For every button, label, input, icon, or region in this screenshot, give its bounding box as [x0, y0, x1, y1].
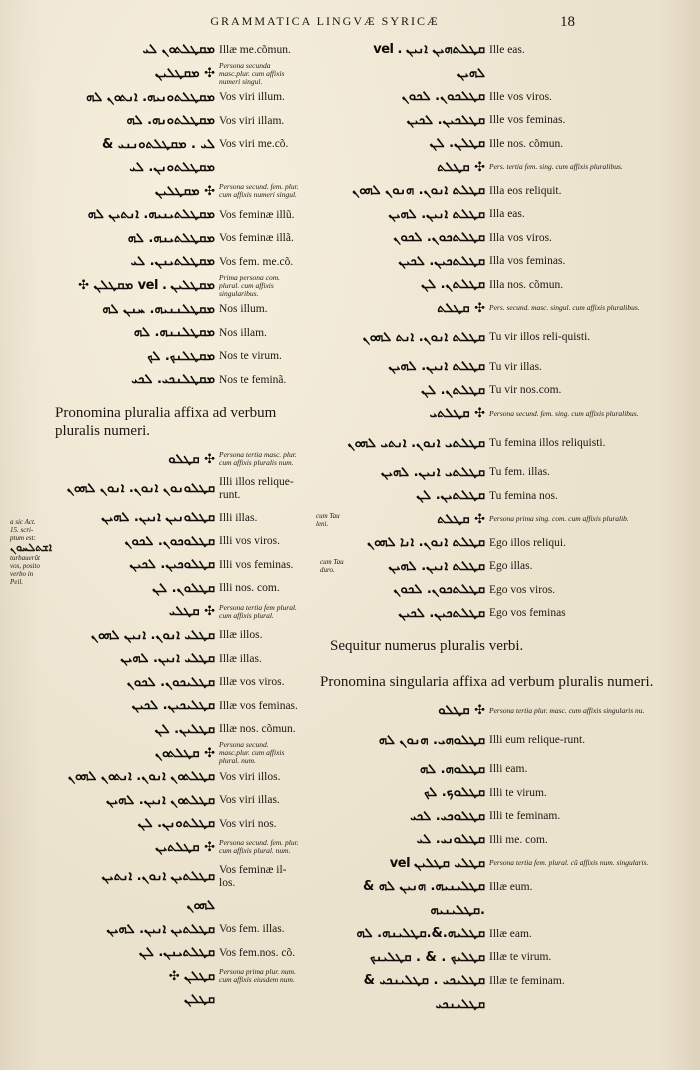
latin-gloss: Vos feminæ il-los.: [219, 863, 287, 889]
paradigm-row: [0, 321, 300, 345]
paradigm-row: [300, 875, 700, 899]
latin-gloss: Illi eum relique-runt.: [489, 733, 586, 746]
grammar-note: Persona secund. fem. sing. cum affixis pluralibus.: [489, 408, 639, 418]
paradigm-row: [300, 899, 700, 923]
syriac-form: ܩܛܠܬ ✣: [437, 300, 485, 316]
latin-gloss: Vos fem. illas.: [219, 923, 285, 936]
syriac-form: ܩܛܠܬܟܝܢ. ܠܟܝܢ: [398, 253, 485, 269]
syriac-form: ܩܛܠܘܗܝ. ܗܢܘܢ ܠܗ: [378, 732, 485, 748]
paradigm-row: [300, 85, 700, 109]
paradigm-row: [300, 297, 700, 321]
syriac-form: ܩܛܠܝܟܘܢ. ܠܟܘܢ: [126, 674, 215, 690]
paradigm-row: [0, 918, 300, 942]
syriac-form: ܩܛܠܘܢܘܢ ܐܢܘܢ. ܐܢܘܢ ܠܗܘܢ: [66, 481, 215, 496]
syriac-form: & ܩܛܠܝܟܝ . ܩܛܠܝܢܟܝ: [363, 973, 485, 989]
latin-gloss: Illi te feminam.: [489, 810, 561, 823]
left-column: [0, 38, 300, 1012]
syriac-form: ܩܛܠܬܘܢܢ. ܠܢ: [137, 816, 215, 832]
syriac-form: ܩܛܠܬ ܐܢܝܢ. ܠܗܝܢ: [388, 206, 485, 222]
latin-gloss: Tu vir nos.com.: [489, 384, 562, 397]
latin-gloss: Ego vos viros.: [489, 583, 556, 596]
syriac-form: ܩܛܠܬܘܢ ܐܢܘܢ. ܐܢܬܘܢ ܠܗܘܢ: [67, 769, 215, 785]
grammar-note: Persona tertia fem. plural. cũ affixis num. singularis.: [489, 858, 649, 868]
paradigm-row: [0, 624, 300, 648]
latin-gloss: Illæ eam.: [489, 927, 532, 940]
margin-note-left-text-2: turbauerũt vos, posito verbo in Peil.: [10, 554, 40, 586]
latin-gloss: Vos feminæ illũ.: [219, 208, 295, 221]
grammar-note: Persona secund. fem. plur. cum affixis numeri singul.: [219, 182, 299, 200]
syriac-form: ܠܗܝܢ: [456, 65, 485, 81]
syriac-form: ܡܩܛܠܢܟ. ܠܟ: [147, 348, 215, 364]
syriac-form: ܩܛܠܘܟܝ. ܠܟܝ: [410, 808, 485, 824]
syriac-form: ܩܛܠܬܟܘܢ. ܠܟܘܢ: [393, 582, 485, 598]
latin-gloss: Illi illos relique-runt.: [219, 475, 294, 501]
paradigm-row: [300, 723, 700, 758]
latin-gloss: Illæ vos feminas.: [219, 699, 298, 712]
latin-gloss: Nos te virum.: [219, 350, 282, 363]
paradigm-row: [0, 941, 300, 965]
syriac-form: ܩܛܠܬܝܢ. ܠܢ: [416, 488, 485, 504]
paradigm-row: [0, 718, 300, 742]
right-section-heading-2: Pronomina singularia affixa ad verbum pluralis numeri.: [320, 674, 654, 690]
paradigm-row: [300, 781, 700, 805]
paradigm-row: [0, 577, 300, 601]
paradigm-row: [0, 741, 300, 765]
paradigm-row: [0, 109, 300, 133]
paradigm-row: [300, 484, 700, 508]
syriac-form: ܩܛܠܬܟܘܢ. ܠܟܘܢ: [393, 230, 485, 246]
latin-gloss: Illi eam.: [489, 763, 528, 776]
syriac-form: ܡܩܛܠܢܢܗ. ܠܗ: [133, 325, 215, 341]
latin-gloss: Ego illos reliqui.: [489, 536, 566, 549]
paradigm-row: [0, 894, 300, 918]
paradigm-row: [0, 133, 300, 157]
paradigm-row: [300, 852, 700, 876]
grammar-note: Persona secund. fem. plur. cum affixis plural. num.: [219, 838, 299, 856]
paradigm-row: [0, 965, 300, 989]
syriac-form: ܩܛܠܬܝ ✣: [429, 406, 485, 422]
syriac-form: ܩܛܠܢ: [184, 992, 215, 1008]
syriac-form: ܩܛܠܬܝܢ ܐܢܘܢ. ܐܢܬܝܢ: [101, 869, 215, 884]
syriac-form: ܩܛܠܬܘܢ ✣: [154, 745, 215, 761]
syriac-form: ܩܛܠܬ ܐܢܘܢ. ܐܢܐ ܠܗܘܢ: [367, 535, 485, 551]
syriac-form: ܩܛܠܬܝܢܢ. ܠܢ: [138, 945, 215, 961]
latin-gloss: Vos viri illum.: [219, 91, 285, 104]
syriac-form: ܩܛܠܬ ܐܢܘܢ. ܗܢܘܢ ܠܗܘܢ: [352, 183, 485, 199]
syriac-form: ܡܩܛܠܢܢܝܗ. ܚܢܢ ܠܗ: [102, 301, 215, 317]
syriac-form: ܩܛܠܝ ܐܢܘܢ. ܐܢܝܢ ܠܗܘܢ: [90, 627, 215, 643]
syriac-form: ܩܛܠܬܟܝܢ. ܠܟܝܢ: [398, 605, 485, 621]
paradigm-row: [300, 62, 700, 86]
paradigm-row: [300, 461, 700, 485]
latin-gloss: Nos illam.: [219, 326, 267, 339]
paradigm-row: [0, 647, 300, 671]
syriac-form: ܩܛܠܝܢ. ܠܢ: [154, 721, 215, 737]
paradigm-row: [300, 602, 700, 626]
latin-gloss: Illi te virum.: [489, 786, 547, 799]
grammar-note: Pers. tertia fem. sing. cum affixis pluralibus.: [489, 162, 623, 172]
paradigm-row: [300, 555, 700, 579]
grammar-note: Persona tertia plur. masc. cum affixis singularis nu.: [489, 705, 645, 715]
grammar-note: Persona secunda masc.plur. cum affixis numeri singul.: [219, 60, 285, 86]
paradigm-row: [0, 600, 300, 624]
syriac-form: vel ܩܛܠܝ ܩܛܠܝܢ: [389, 855, 485, 871]
latin-gloss: Vos fem. me.cõ.: [219, 255, 294, 268]
paradigm-row: [300, 828, 700, 852]
latin-gloss: Illæ me.cõmun.: [219, 43, 291, 56]
margin-note-tau-leni: cum Tau leni.: [316, 512, 340, 528]
running-header: GRAMMATICA LINGVÆ SYRICÆ: [210, 14, 440, 28]
paradigm-row: [300, 109, 700, 133]
syriac-form: ܩܛܠܢ. ܠܢ: [429, 136, 485, 152]
latin-gloss: Illæ illos.: [219, 629, 263, 642]
grammar-note: Persona prima sing. com. cum affixis pluralib.: [489, 514, 629, 524]
latin-gloss: Ille eas.: [489, 43, 525, 56]
syriac-form: ܡܩܛܠܬܘܢ ܠܝ: [142, 42, 215, 58]
syriac-form: ܩܛܠܝܗ.&.ܩܛܠܝܢܗ. ܠܗ: [356, 926, 485, 942]
paradigm-row: [300, 203, 700, 227]
paradigm-row: [0, 203, 300, 227]
latin-gloss: Tu vir illos reli-quisti.: [489, 331, 591, 343]
paradigm-row: [300, 156, 700, 180]
paradigm-row: [0, 553, 300, 577]
page-number: 18: [560, 14, 575, 30]
syriac-form: vel . ܩܛܠܬܗܝܢ ܐܢܝܢ: [373, 42, 485, 58]
paradigm-row: [0, 298, 300, 322]
syriac-form: ܩܛܠܬܘܢ ܐܢܝܢ. ܠܗܝܢ: [106, 792, 215, 808]
latin-gloss: Ille vos feminas.: [489, 114, 566, 127]
syriac-form: ܩܛܠܘܢ. ܠܢ: [152, 580, 215, 596]
latin-gloss: Illi illas.: [219, 511, 258, 524]
syriac-form: ✣ ܡܩܛܠܢ vel . ܡܩܛܠܝܢ: [78, 278, 215, 293]
latin-gloss: Illæ te virum.: [489, 951, 552, 964]
syriac-form: ܩܛܠܬܝܢ ܐܢܝܢ. ܠܗܝܢ: [106, 921, 215, 937]
paradigm-row: [0, 38, 300, 62]
paradigm-row: [0, 836, 300, 860]
latin-gloss: Vos viri illas.: [219, 794, 280, 807]
paradigm-row: [300, 402, 700, 426]
margin-note-left: [10, 518, 52, 586]
paradigm-row: [0, 227, 300, 251]
syriac-form: ܩܛܠܬܢ. ܠܢ: [421, 277, 485, 293]
paradigm-row: [300, 426, 700, 461]
syriac-form: ܡܩܛܠܬܝܢܝܗ. ܐܢܬܝܢ ܠܗ: [87, 207, 215, 223]
paradigm-row: [300, 226, 700, 250]
paradigm-row: [300, 993, 700, 1017]
paradigm-row: [0, 471, 300, 506]
latin-gloss: Tu femina illos reliquisti.: [489, 436, 606, 449]
latin-gloss: Illa vos feminas.: [489, 255, 566, 268]
latin-gloss: Ille vos viros.: [489, 90, 552, 103]
latin-gloss: Illæ vos viros.: [219, 676, 285, 689]
syriac-form: ܡܩܛܠܬܘܢܗ. ܠܗ: [126, 113, 215, 129]
paradigm-row: [300, 699, 700, 723]
latin-gloss: Illæ te feminam.: [489, 974, 565, 987]
paradigm-row: [0, 859, 300, 894]
paradigm-row: [0, 180, 300, 204]
latin-gloss: Ego vos feminas: [489, 607, 566, 620]
paradigm-row: [0, 448, 300, 472]
latin-gloss: Tu femina nos.: [489, 489, 558, 502]
margin-note-tau-duro: cum Tau duro.: [320, 558, 344, 574]
paradigm-row: [300, 531, 700, 555]
paradigm-row: [0, 250, 300, 274]
latin-gloss: Nos illum.: [219, 303, 268, 316]
paradigm-row: [300, 320, 700, 355]
syriac-form: ܩܛܠܝܟܝܢ. ܠܟܝܢ: [131, 698, 215, 714]
syriac-form: ܩܛܠܬ ܐܢܘܢ. ܐܢܬ ܠܗܘܢ: [362, 330, 485, 345]
paradigm-row: [0, 694, 300, 718]
latin-gloss: Illæ illas.: [219, 652, 262, 665]
paradigm-row: [0, 368, 300, 392]
paradigm-row: [300, 805, 700, 829]
syriac-form: ܩܛܠܟܘܢ. ܠܟܘܢ: [401, 89, 485, 105]
paradigm-row: [300, 578, 700, 602]
latin-gloss: Illi vos feminas.: [219, 558, 294, 571]
latin-gloss: Illa eos reliquit.: [489, 184, 562, 197]
syriac-form: ܩܛܠܘܟܘܢ. ܠܟܘܢ: [124, 533, 215, 549]
syriac-form: ܡܩܛܠܬܝܢܢ. ܠܝ: [130, 254, 215, 270]
grammar-note: Prima persona com. plural. cum affixis singularibus.: [219, 272, 281, 298]
syriac-form: ܡܩܛܠܬܘܢܝܗ. ܐܢܬܘܢ ܠܗ: [86, 89, 215, 105]
latin-gloss: Vos viri me.cõ.: [219, 138, 289, 151]
latin-gloss: Illi me. com.: [489, 833, 548, 846]
latin-gloss: Ille nos. cõmun.: [489, 137, 564, 150]
paradigm-row: [0, 86, 300, 110]
paradigm-row: [0, 62, 300, 86]
paradigm-row: [0, 274, 300, 298]
latin-gloss: Illa nos. cõmun.: [489, 278, 564, 291]
syriac-form: ܩܛܠܬ ܐܢܝܢ. ܠܗܝܢ: [388, 558, 485, 574]
latin-gloss: Vos viri nos.: [219, 817, 277, 830]
paradigm-row: [300, 273, 700, 297]
syriac-form: ܡܩܛܠܝܢ ✣: [155, 183, 215, 199]
syriac-form: ܩܛܠܘܢܝܢ ܐܢܝܢ. ܠܗܝܢ: [101, 510, 215, 526]
syriac-form: ܩܛܠܝ ܐܢܝܢ. ܠܗܝܢ: [120, 651, 215, 667]
grammar-note: Persona tertia masc. plur. cum affixis pluralis num.: [219, 450, 297, 468]
syriac-form: ܩܛܠܝܢܟܝ: [435, 996, 485, 1012]
syriac-form: ܡܩܛܠܝܢ ✣: [155, 66, 215, 81]
syriac-form: ܡܩܛܠܢܟܝ. ܠܟܝ: [131, 372, 215, 388]
paradigm-row: [300, 132, 700, 156]
syriac-form: ܩܛܠܬܢ. ܠܢ: [421, 382, 485, 398]
syriac-form: ܠܗܘܢ: [186, 898, 215, 914]
syriac-form: ✣ ܩܛܠܢ: [168, 968, 215, 984]
paradigm-row: [0, 988, 300, 1012]
paradigm-row: [300, 969, 700, 993]
syriac-form: ܩܛܠܘܢܝ. ܠܝ: [416, 832, 485, 848]
syriac-form: ܩܛܠܘܗ. ܠܗ: [419, 761, 485, 777]
paradigm-row: [0, 156, 300, 180]
paradigm-row: [300, 946, 700, 970]
latin-gloss: Illæ eum.: [489, 880, 533, 893]
syriac-form: & ܩܛܠܝܢܝܗ. ܗܢܝܢ ܠܗ: [363, 879, 485, 895]
paradigm-row: [0, 345, 300, 369]
syriac-form: ܩܛܠܝܟ . & . ܩܛܠܝܢܟ: [370, 949, 485, 965]
paradigm-row: [300, 355, 700, 379]
paradigm-row: [0, 789, 300, 813]
margin-note-left-syriac: ܐܫܬܠܚܘܢ: [10, 541, 52, 554]
latin-gloss: Tu fem. illas.: [489, 466, 550, 479]
latin-gloss: Illi vos viros.: [219, 535, 281, 548]
syriac-form: ܩܛܠܘܟ. ܠܟ: [424, 785, 485, 801]
latin-gloss: Vos viri illos.: [219, 770, 281, 783]
syriac-form: ܩܛܠܬ ✣: [437, 159, 485, 175]
latin-gloss: Illa eas.: [489, 208, 525, 221]
latin-gloss: Vos fem.nos. cõ.: [219, 946, 296, 959]
syriac-form: ܩܛܠܘ ✣: [438, 703, 485, 719]
paradigm-row: [0, 765, 300, 789]
syriac-form: & ܠܝ . ܡܩܛܠܬܘܢܢܝ: [102, 136, 215, 152]
grammar-note: Persona tertia fem plural. cum affixis plural.: [219, 602, 297, 620]
syriac-form: ܩܛܠܬܝܢ ✣: [155, 839, 215, 855]
grammar-note: Persona secund. masc.plur. cum affixis plural. num.: [219, 740, 285, 765]
grammar-note: Pers. secund. masc. singul. cum affixis pluralibus.: [489, 303, 640, 313]
paradigm-row: [300, 758, 700, 782]
paradigm-row: [300, 38, 700, 62]
grammar-note: Persona prima plur. num. cum affixis eiusdem num.: [219, 967, 296, 985]
left-section-heading: Pronomina pluralia affixa ad verbum pluralis numeri.: [55, 404, 277, 439]
latin-gloss: Nos te feminã.: [219, 373, 287, 386]
syriac-form: ܩܛܠܬ ܐܢܝܢ. ܠܗܝܢ: [388, 359, 485, 375]
syriac-form: ܩܛܠܘܟܝܢ. ܠܟܝܢ: [129, 557, 215, 573]
syriac-form: ܩܛܠܬܝ ܐܢܝܢ. ܠܗܝܢ: [380, 464, 485, 480]
paradigm-row: [300, 379, 700, 403]
right-column: [300, 38, 700, 1016]
paradigm-row: [0, 671, 300, 695]
syriac-form: ܩܛܠܘ ✣: [168, 451, 215, 467]
syriac-form: ܡܩܛܠܬܘܢܢ. ܠܝ: [129, 160, 215, 176]
syriac-form: ܩܛܠܬ ✣: [437, 511, 485, 527]
margin-note-left-text: a sic Act. 15. scri-ptum est:: [10, 518, 36, 542]
syriac-form: ܩܛܠܟܝܢ. ܠܟܝܢ: [406, 112, 485, 128]
syriac-form: ܩܛܠܝܢܝܗ.: [430, 902, 485, 918]
paradigm-row: [0, 506, 300, 530]
latin-gloss: Ego illas.: [489, 560, 533, 573]
paradigm-row: [300, 922, 700, 946]
latin-gloss: Vos feminæ illã.: [219, 232, 294, 245]
paradigm-row: [300, 508, 700, 532]
latin-gloss: Illi nos. com.: [219, 582, 280, 595]
latin-gloss: Illa vos viros.: [489, 231, 552, 244]
syriac-form: ܩܛܠܝ ✣: [169, 604, 215, 620]
paradigm-row: [300, 250, 700, 274]
latin-gloss: Tu vir illas.: [489, 360, 542, 373]
paradigm-row: [0, 812, 300, 836]
paradigm-row: [300, 179, 700, 203]
syriac-form: ܡܩܛܠܬܝܢܗ. ܠܗ: [127, 230, 215, 246]
latin-gloss: Vos viri illam.: [219, 114, 285, 127]
right-section-heading-1: Sequitur numerus pluralis verbi.: [330, 638, 524, 654]
syriac-form: ܩܛܠܬܝ ܐܢܘܢ. ܐܢܬܝ ܠܗܘܢ: [347, 435, 485, 451]
latin-gloss: Illæ nos. cõmun.: [219, 723, 296, 736]
